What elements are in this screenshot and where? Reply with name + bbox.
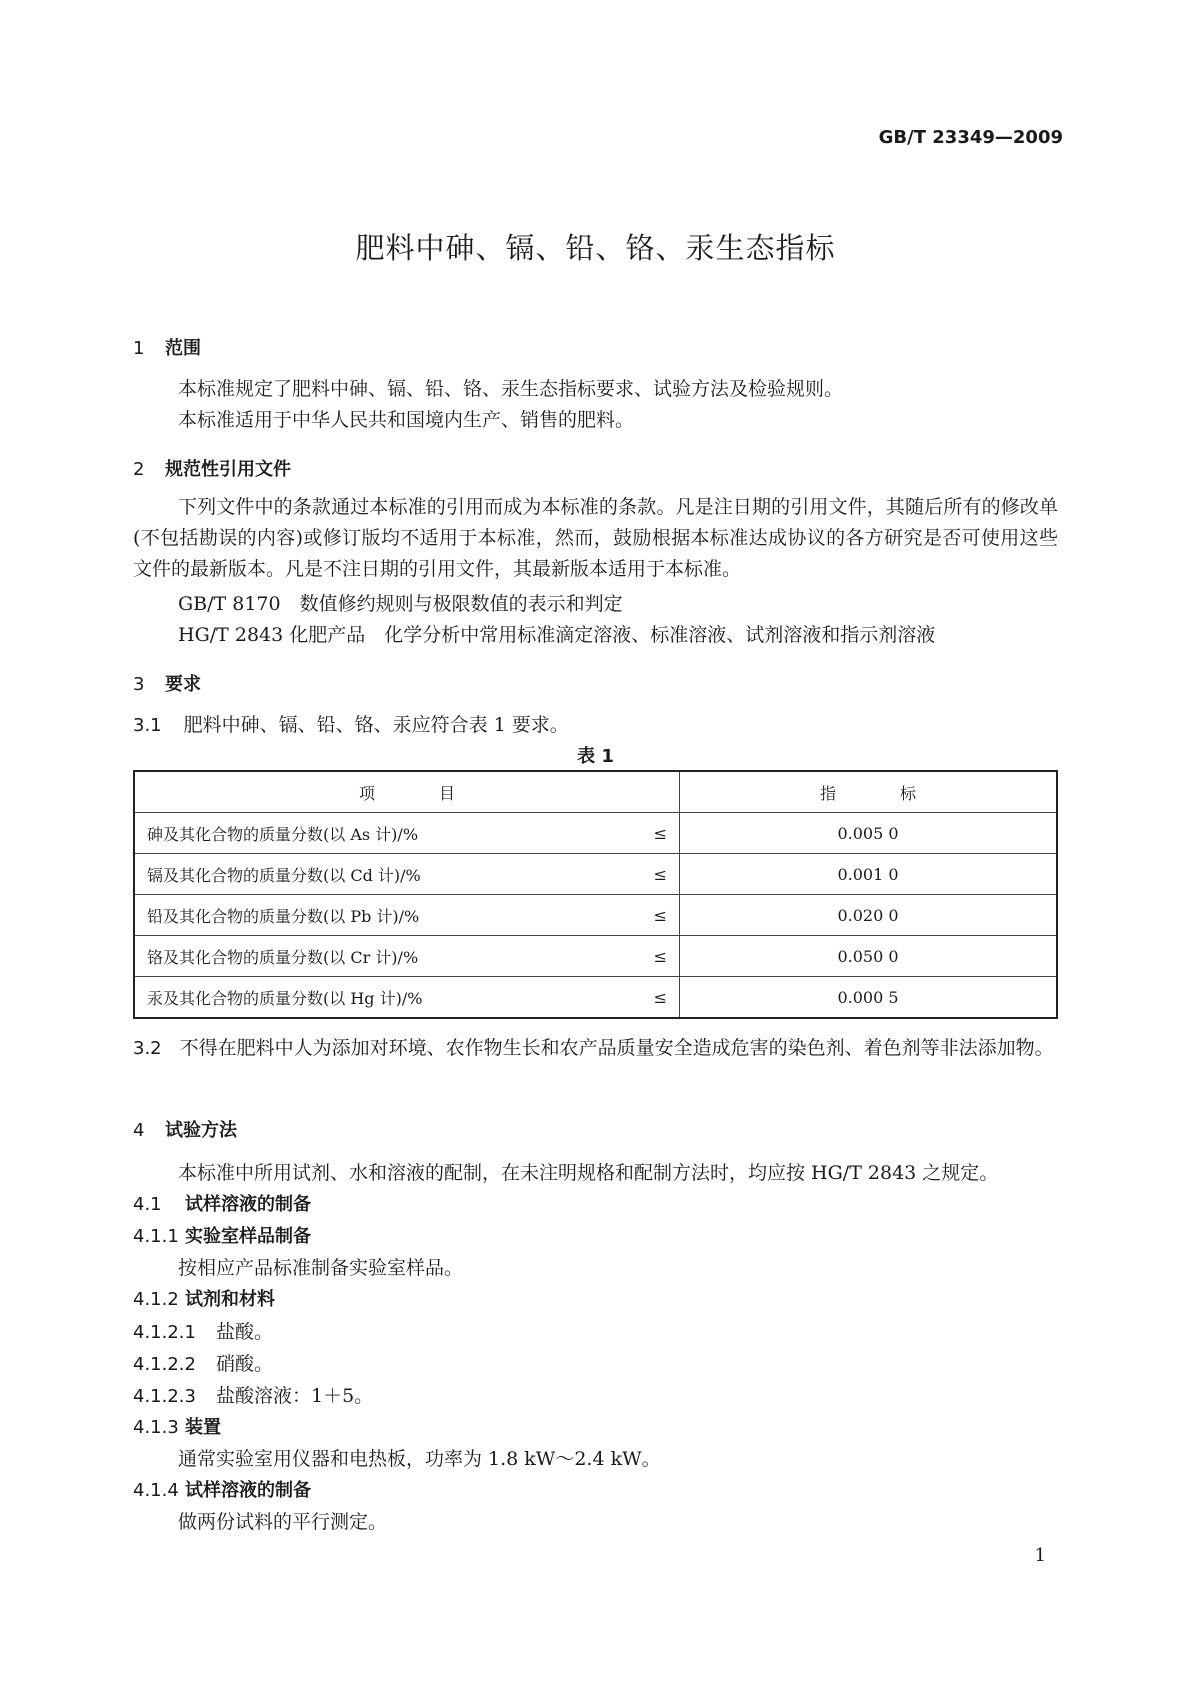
paragraph: 通常实验室用仪器和电热板，功率为 1.8 kW～2.4 kW。 [178, 1448, 661, 1470]
clause-text: 硝酸。 [215, 1353, 273, 1375]
section-2-heading [133, 455, 291, 481]
paragraph: 下列文件中的条款通过本标准的引用而成为本标准的条款。凡是注日期的引用文件，其随后所有的修改单(不包括勘误的内容)或修订版均不适用于本标准，然而，鼓励根据本标准达成协议的各方研究是否可使用这些文件的最新版本。凡是不注日期的引用文件，其最新版本适用于本标准。 [133, 496, 1058, 580]
paragraph: 做两份试料的平行测定。 [178, 1511, 388, 1533]
table-row [134, 854, 1057, 895]
document-title: 肥料中砷、镉、铅、铬、汞生态指标 [355, 231, 836, 265]
le-symbol: ≤ [653, 946, 667, 966]
header-value: 指 标 [680, 771, 1058, 813]
clause-text: 盐酸溶液：1＋5。 [215, 1385, 374, 1407]
clause-4-1-1-heading [133, 1222, 311, 1248]
clause-number: 4.1 [133, 1194, 162, 1215]
row-value: 0.020 0 [680, 895, 1058, 936]
row-item: 镉及其化合物的质量分数(以 Cd 计)/% [147, 865, 421, 885]
table-row [134, 977, 1057, 1019]
clause-title: 实验室样品制备 [185, 1226, 311, 1247]
clause-number: 4.1.2 [133, 1289, 179, 1310]
table-body [134, 813, 1057, 1019]
section-title: 范围 [165, 338, 201, 359]
clause-number: 4.1.1 [133, 1226, 179, 1247]
clause-title: 试样溶液的制备 [185, 1480, 311, 1501]
clause-number: 4.1.2.1 [133, 1322, 196, 1343]
le-symbol: ≤ [653, 823, 667, 843]
row-item: 铅及其化合物的质量分数(以 Pb 计)/% [147, 906, 420, 926]
clause-number: 4.1.2.3 [133, 1386, 196, 1407]
clause-number: 3.2 [133, 1038, 162, 1059]
paragraph: 本标准中所用试剂、水和溶液的配制，在未注明规格和配制方法时，均应按 HG/T 2843 之规定。 [178, 1162, 999, 1184]
section-number: 4 [133, 1120, 145, 1141]
table-row [134, 813, 1057, 854]
clause-text: 不得在肥料中人为添加对环境、农作物生长和农产品质量安全造成危害的染色剂、着色剂等非法添加物。 [179, 1037, 1054, 1059]
clause-title: 试剂和材料 [185, 1289, 275, 1310]
section-number: 2 [133, 459, 145, 480]
table-caption: 表 1 [577, 746, 614, 767]
clause-number: 3.1 [133, 715, 162, 736]
le-symbol: ≤ [653, 905, 667, 925]
row-item: 铬及其化合物的质量分数(以 Cr 计)/% [147, 947, 419, 967]
clause-number: 4.1.3 [133, 1417, 179, 1438]
page-number: 1 [1034, 1545, 1046, 1566]
clause-number: 4.1.2.2 [133, 1354, 196, 1375]
table-row [134, 895, 1057, 936]
header-item: 项 目 [134, 771, 680, 813]
reference-item: HG/T 2843 化肥产品 化学分析中常用标准滴定溶液、标准溶液、试剂溶液和指示剂溶液 [178, 624, 936, 646]
paragraph: 本标准适用于中华人民共和国境内生产、销售的肥料。 [178, 409, 635, 431]
section-number: 3 [133, 674, 145, 695]
clause-4-1-3-heading [133, 1413, 221, 1439]
section-number: 1 [133, 338, 145, 359]
section-3-heading [133, 670, 201, 696]
clause-4-1-2-heading [133, 1285, 275, 1311]
section-1-heading [133, 334, 201, 360]
clause-text: 盐酸。 [215, 1321, 273, 1343]
clause-3-2 [133, 1033, 1058, 1064]
row-item: 汞及其化合物的质量分数(以 Hg 计)/% [147, 988, 423, 1008]
clause-3-1 [133, 710, 569, 737]
requirements-table [133, 770, 1058, 1019]
clause-4-1-4-heading [133, 1476, 311, 1502]
paragraph: 本标准规定了肥料中砷、镉、铅、铬、汞生态指标要求、试验方法及检验规则。 [178, 378, 844, 400]
standard-code: GB/T 23349—2009 [878, 127, 1063, 148]
row-value: 0.000 5 [680, 977, 1058, 1019]
row-value: 0.001 0 [680, 854, 1058, 895]
clause-4-1-2-2 [133, 1349, 273, 1376]
le-symbol: ≤ [653, 987, 667, 1007]
table-row [134, 936, 1057, 977]
section-4-heading [133, 1116, 237, 1142]
clause-4-1-2-3 [133, 1381, 373, 1408]
reference-item: GB/T 8170 数值修约规则与极限数值的表示和判定 [178, 593, 623, 615]
clause-title: 试样溶液的制备 [185, 1194, 311, 1215]
table-header-row [134, 771, 1057, 813]
clause-4-1-heading [133, 1190, 311, 1216]
section-title: 规范性引用文件 [165, 459, 291, 480]
row-value: 0.050 0 [680, 936, 1058, 977]
clause-title: 装置 [185, 1417, 221, 1438]
row-value: 0.005 0 [680, 813, 1058, 854]
clause-text: 肥料中砷、镉、铅、铬、汞应符合表 1 要求。 [183, 714, 569, 736]
section-title: 试验方法 [165, 1120, 237, 1141]
clause-number: 4.1.4 [133, 1480, 179, 1501]
clause-4-1-2-1 [133, 1317, 273, 1344]
paragraph: 按相应产品标准制备实验室样品。 [178, 1257, 464, 1279]
section-title: 要求 [165, 674, 201, 695]
row-item: 砷及其化合物的质量分数(以 As 计)/% [147, 824, 419, 844]
le-symbol: ≤ [653, 864, 667, 884]
